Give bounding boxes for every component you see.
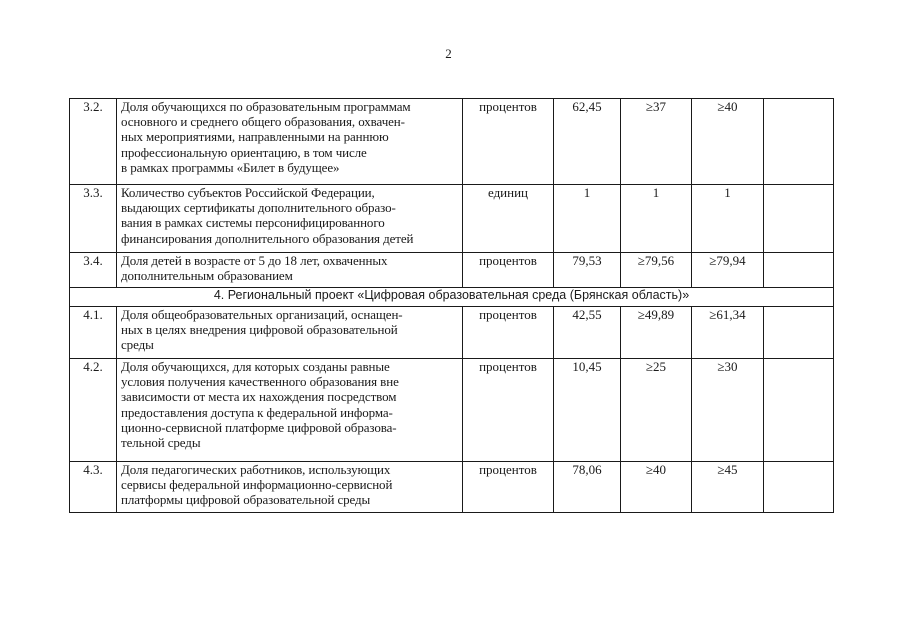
base-value-cell: 62,45 <box>554 99 621 185</box>
base-value-cell: 1 <box>554 185 621 253</box>
indicator-name <box>117 307 463 359</box>
table-row <box>70 99 834 185</box>
indicator-name <box>117 185 463 253</box>
target-value-cell: ≥49,89 <box>621 307 692 359</box>
indicator-name-line: тельной среды <box>121 435 201 451</box>
indicator-name-line: ных в целях внедрения цифровой образовательной <box>121 322 398 338</box>
row-number: 3.2. <box>70 99 117 185</box>
unit-cell: процентов <box>463 99 554 185</box>
indicator-name-line: Доля педагогических работников, использующих <box>121 462 391 477</box>
unit-cell: процентов <box>463 462 554 513</box>
indicator-name-line: финансирования дополнительного образования детей <box>121 230 414 246</box>
table-row <box>70 462 834 513</box>
empty-value-cell <box>764 185 834 253</box>
target-value-cell: ≥45 <box>692 462 764 513</box>
base-value-cell: 79,53 <box>554 253 621 288</box>
target-value-cell: 1 <box>692 185 764 253</box>
indicator-name-line: предоставления доступа к федеральной информа- <box>121 404 393 420</box>
base-value-cell: 10,45 <box>554 359 621 462</box>
row-number: 3.3. <box>70 185 117 253</box>
indicator-name-line: выдающих сертификаты дополнительного образо- <box>121 200 396 216</box>
table-row <box>70 185 834 253</box>
indicator-name-line: Количество субъектов Российской Федерации, <box>121 185 375 200</box>
section-row <box>70 288 834 307</box>
indicator-name-line: условия получения качественного образования вне <box>121 374 399 390</box>
indicator-name-line: Доля общеобразовательных организаций, оснащен- <box>121 307 403 322</box>
table-row <box>70 359 834 462</box>
row-number: 4.3. <box>70 462 117 513</box>
page-number: 2 <box>445 46 452 61</box>
indicator-name-line: Доля обучающихся, для которых созданы равные <box>121 359 390 374</box>
empty-value-cell <box>764 253 834 288</box>
indicator-name <box>117 359 463 462</box>
unit-cell: процентов <box>463 359 554 462</box>
indicator-name-line: профессиональную ориентацию, в том числе <box>121 144 367 160</box>
indicator-name <box>117 462 463 513</box>
indicator-name-line: платформы цифровой образовательной среды <box>121 492 371 508</box>
indicator-name-line: Доля обучающихся по образовательным программам <box>121 99 411 114</box>
indicator-name-line: ционно-сервисной платформе цифровой образова- <box>121 419 397 435</box>
indicator-name-line: вания в рамках системы персонифицированного <box>121 215 385 231</box>
empty-value-cell <box>764 462 834 513</box>
indicator-name-line: сервисы федеральной информационно-сервисной <box>121 477 393 493</box>
target-value-cell: ≥79,94 <box>692 253 764 288</box>
indicators-table <box>69 98 834 513</box>
base-value-cell: 78,06 <box>554 462 621 513</box>
unit-cell: процентов <box>463 307 554 359</box>
row-number: 4.2. <box>70 359 117 462</box>
target-value-cell: 1 <box>621 185 692 253</box>
indicator-name-line: Доля детей в возрасте от 5 до 18 лет, охваченных <box>121 253 388 268</box>
target-value-cell: ≥40 <box>621 462 692 513</box>
target-value-cell: ≥79,56 <box>621 253 692 288</box>
indicator-name-line: ных мероприятиями, направленными на раннюю <box>121 129 389 145</box>
indicator-name <box>117 99 463 185</box>
row-number: 4.1. <box>70 307 117 359</box>
target-value-cell: ≥40 <box>692 99 764 185</box>
target-value-cell: ≥61,34 <box>692 307 764 359</box>
section-title: 4. Региональный проект «Цифровая образовательная среда (Брянская область)» <box>70 288 834 307</box>
row-number: 3.4. <box>70 253 117 288</box>
empty-value-cell <box>764 307 834 359</box>
indicator-name-line: в рамках программы «Билет в будущее» <box>121 159 340 175</box>
target-value-cell: ≥37 <box>621 99 692 185</box>
unit-cell: единиц <box>463 185 554 253</box>
unit-cell: процентов <box>463 253 554 288</box>
indicator-name <box>117 253 463 288</box>
indicator-name-line: среды <box>121 337 154 353</box>
indicator-name-line: дополнительным образованием <box>121 268 293 284</box>
indicator-name-line: зависимости от места их нахождения посредством <box>121 389 397 405</box>
empty-value-cell <box>764 359 834 462</box>
empty-value-cell <box>764 99 834 185</box>
table-row <box>70 253 834 288</box>
table-row <box>70 307 834 359</box>
indicator-name-line: основного и среднего общего образования, охвачен- <box>121 114 405 130</box>
target-value-cell: ≥30 <box>692 359 764 462</box>
base-value-cell: 42,55 <box>554 307 621 359</box>
indicators-table-body <box>70 99 834 513</box>
target-value-cell: ≥25 <box>621 359 692 462</box>
